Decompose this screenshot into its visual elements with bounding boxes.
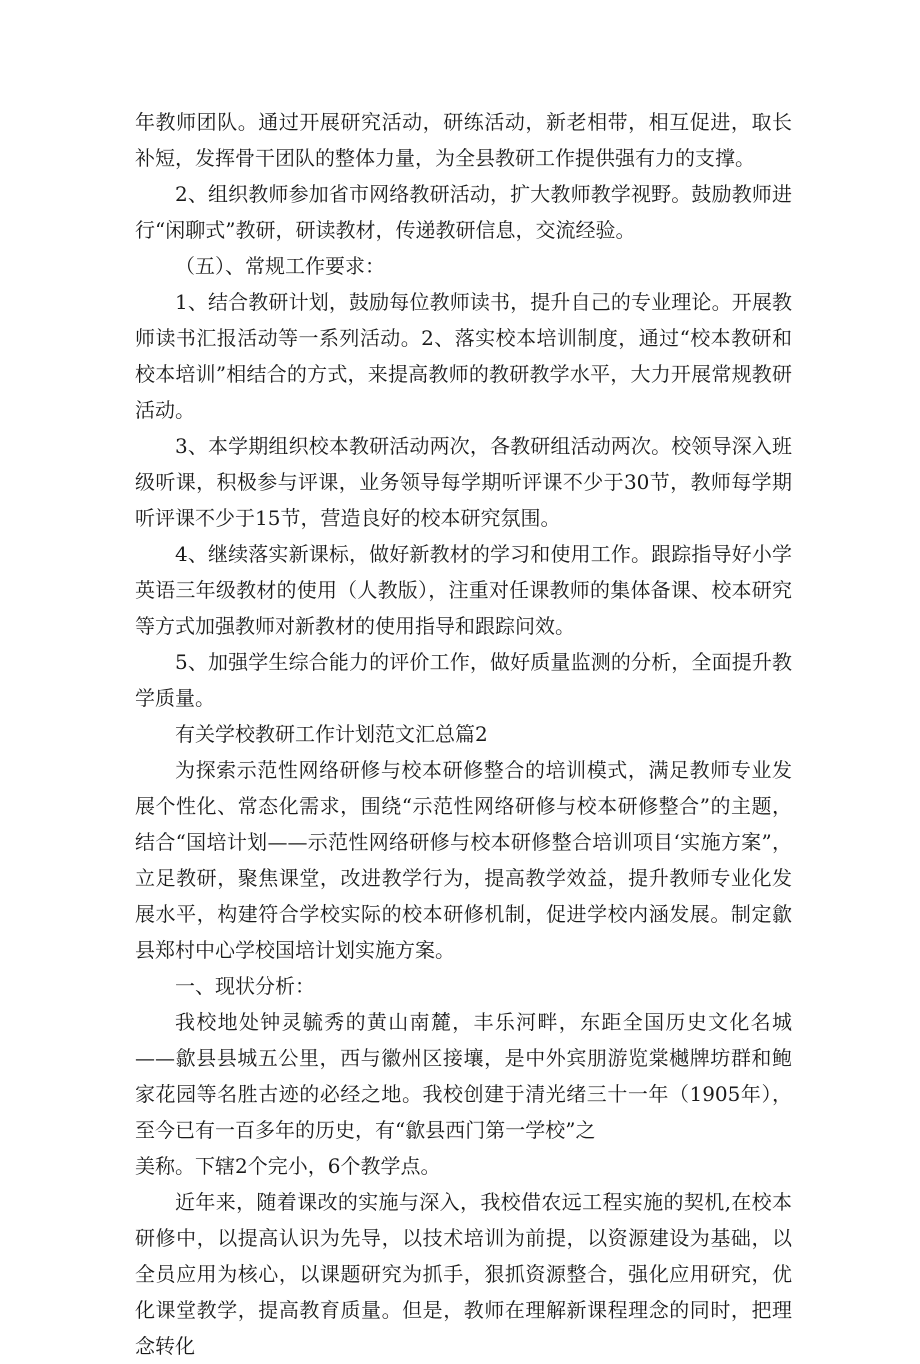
paragraph-intro-plan: 为探索示范性网络研修与校本研修整合的培训模式，满足教师专业发展个性化、常态化需求，围绕“示范性网络研修与校本研修整合”的主题，结合“国培计划——示范性网络研修与校本研修整合培训项目‘实施方案”，立足教研，聚焦课堂，改进教学行为，提高教学效益，提升教师专业化发展水平，构建符合学校实际的校本研修机制，促进学校内涵发展。制定歙县郑村中心学校国培计划实施方案。 [135, 758, 792, 962]
paragraph-item-3-school-research: 3、本学期组织校本教研活动两次，各教研组活动两次。校领导深入班级听课，积极参与评课，业务领导每学期听评课不少于30节，教师每学期听评课不少于15节，营造良好的校本研究氛围。 [135, 434, 792, 530]
paragraph-item-1-reading: 1、结合教研计划，鼓励每位教师读书，提升自己的专业理论。开展教师读书汇报活动等一系列活动。2、落实校本培训制度，通过“校本教研和校本培训”相结合的方式，来提高教师的教研教学水平，大力开展常规教研活动。 [135, 290, 792, 422]
paragraph-item-4-new-curriculum: 4、继续落实新课标，做好新教材的学习和使用工作。跟踪指导好小学英语三年级教材的使用（人教版），注重对任课教师的集体备课、校本研究等方式加强教师对新教材的使用指导和跟踪问效。 [135, 542, 792, 638]
section-heading-current-analysis: 一、现状分析： [175, 974, 315, 998]
article-title-part-2: 有关学校教研工作计划范文汇总篇2 [175, 722, 488, 746]
section-heading-routine-requirements: （五）、常规工作要求： [175, 254, 385, 278]
paragraph-team-continuation: 年教师团队。通过开展研究活动，研练活动，新老相带，相互促进，取长补短，发挥骨干团队的整体力量，为全县教研工作提供强有力的支撑。 [135, 110, 792, 170]
paragraph-school-location-continuation: 美称。下辖2个完小，6个教学点。 [135, 1154, 441, 1178]
paragraph-recent-years: 近年来，随着课改的实施与深入，我校借农远工程实施的契机,在校本研修中，以提高认识为先导，以技术培训为前提，以资源建设为基础，以全员应用为核心，以课题研究为抓手，狠抓资源整合，强化应用研究，优化课堂教学，提高教育质量。但是，教师在理解新课程理念的同时，把理念转化 [135, 1190, 792, 1358]
paragraph-school-location: 我校地处钟灵毓秀的黄山南麓，丰乐河畔，东距全国历史文化名城——歙县县城五公里，西与徽州区接壤，是中外宾朋游览棠樾牌坊群和鲍家花园等名胜古迹的必经之地。我校创建于清光绪三十一年（1905年），至今已有一百多年的历史，有“歙县西门第一学校”之 [135, 1010, 792, 1142]
paragraph-item-2-online-research: 2、组织教师参加省市网络教研活动，扩大教师教学视野。鼓励教师进行“闲聊式”教研，研读教材，传递教研信息，交流经验。 [135, 182, 792, 242]
paragraph-item-5-evaluation: 5、加强学生综合能力的评价工作，做好质量监测的分析，全面提升教学质量。 [135, 650, 792, 710]
